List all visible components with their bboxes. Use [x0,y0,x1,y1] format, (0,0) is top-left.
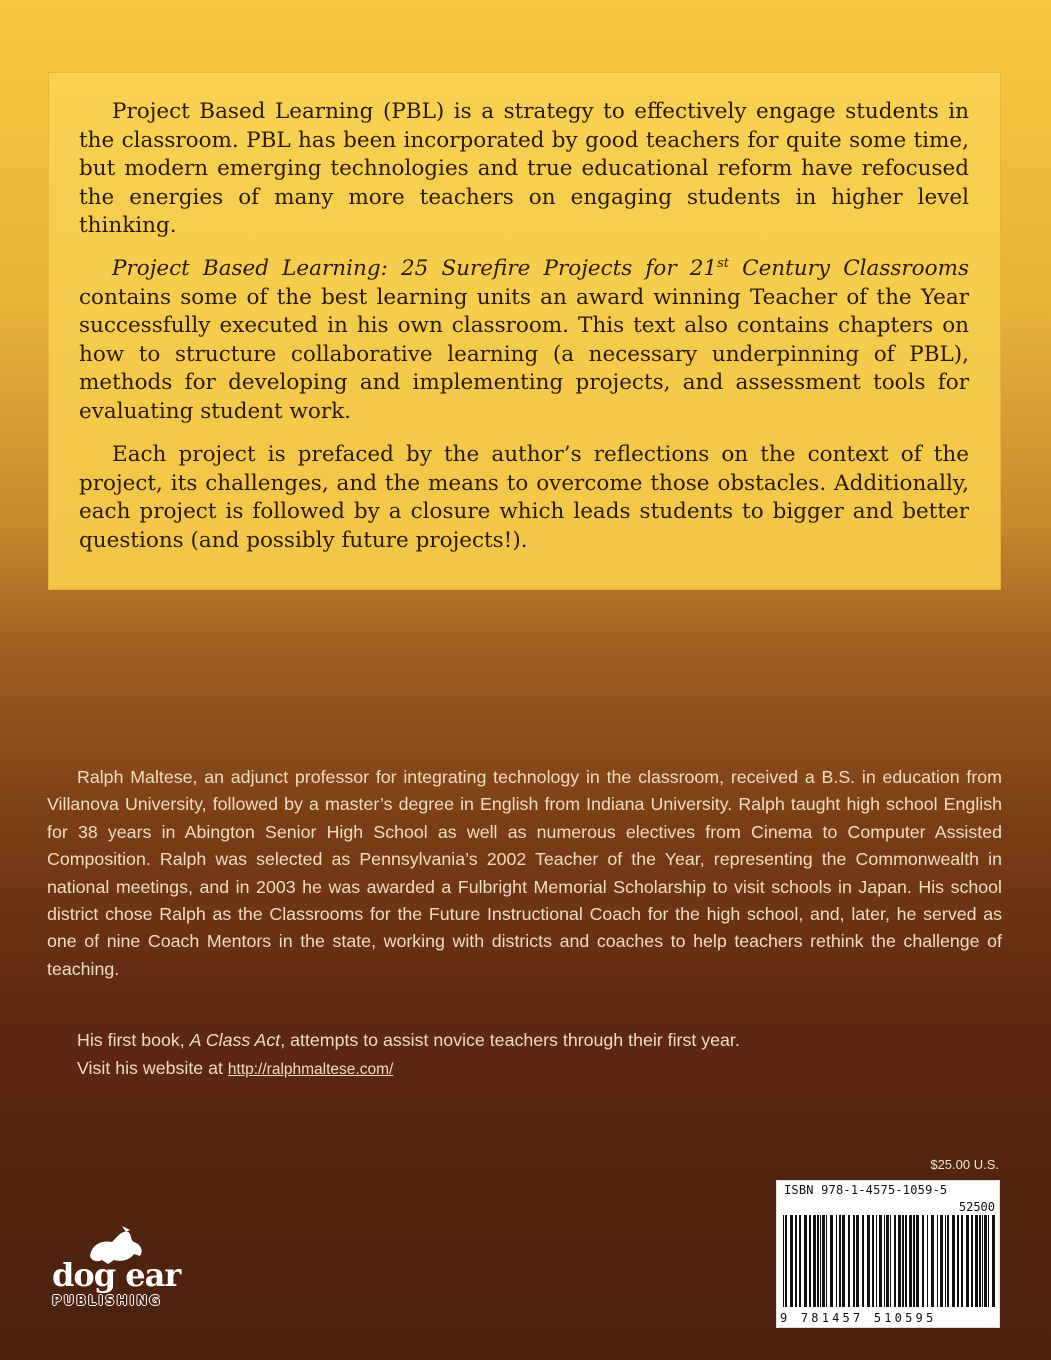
blurb-paragraph-1: Project Based Learning (PBL) is a strategy to effectively engage students in the classroom. PBL has been incorporated by good teachers for quite some time, but modern emerging technologies and true educational reform have refocused the energies of many more teachers on engaging students in higher level thinking. [79,99,969,239]
blurb-paragraph-2: Project Based Learning: 25 Surefire Projects for 21st Century Classrooms contains some of the best learning units an award winning Teacher of the Year successfully executed in his own classroom. This text also contains chapters on how to structure collaborative learning (a necessary underpinning of PBL), methods for developing and implementing projects, and assessment tools for evaluating student work. [79,255,969,424]
publisher-logo [52,1226,202,1314]
logo-wordmark: dog ear [52,1256,181,1294]
price-code: 52500 [958,1200,995,1214]
isbn-number: ISBN 978-1-4575-1059-5 [784,1183,948,1197]
blurb-paragraph-3: Each project is prefaced by the author’s reflections on the context of the project, its challenges, and the means to overcome those obstacles. Additionally, each project is followed by a closure which leads students to bigger and better questions (and possibly future projects!). [79,442,969,553]
author-website: Visit his website at http://ralphmaltese.com/ [77,1058,394,1078]
book-title: Project Based Learning: 25 Surefire Projects for 21st Century Classrooms [112,255,969,281]
author-bio: Ralph Maltese, an adjunct professor for integrating technology in the classroom, received a B.S. in education from Villanova University, followed by a master’s degree in English from Indiana University. Ralph taught high school English for 38 years in Abington Senior High School as well as numerous electives from Cinema to Computer Assisted Composition. Ralph was selected as Pennsylvania’s 2002 Teacher of the Year, representing the Commonwealth in national meetings, and in 2003 he was awarded a Fulbright Memorial Scholarship to visit schools in Japan. His school district chose Ralph as the Classrooms for the Future Instructional Coach for the high school, and, later, he served as one of nine Coach Mentors in the state, working with districts and coaches to help teachers rethink the challenge of teaching. [47,767,1002,979]
logo-subtitle: PUBLISHING [52,1294,162,1309]
first-book-title: A Class Act [189,1030,281,1050]
author-first-book: His first book, A Class Act, attempts to assist novice teachers through their first year. [77,1030,740,1050]
isbn-barcode [776,1180,1000,1328]
website-link[interactable]: http://ralphmaltese.com/ [227,1061,394,1078]
barcode-bars-icon [783,1215,995,1307]
price-label: $25.00 U.S. [930,1157,999,1172]
barcode-digits: 9 781457 510595 [780,1311,937,1325]
